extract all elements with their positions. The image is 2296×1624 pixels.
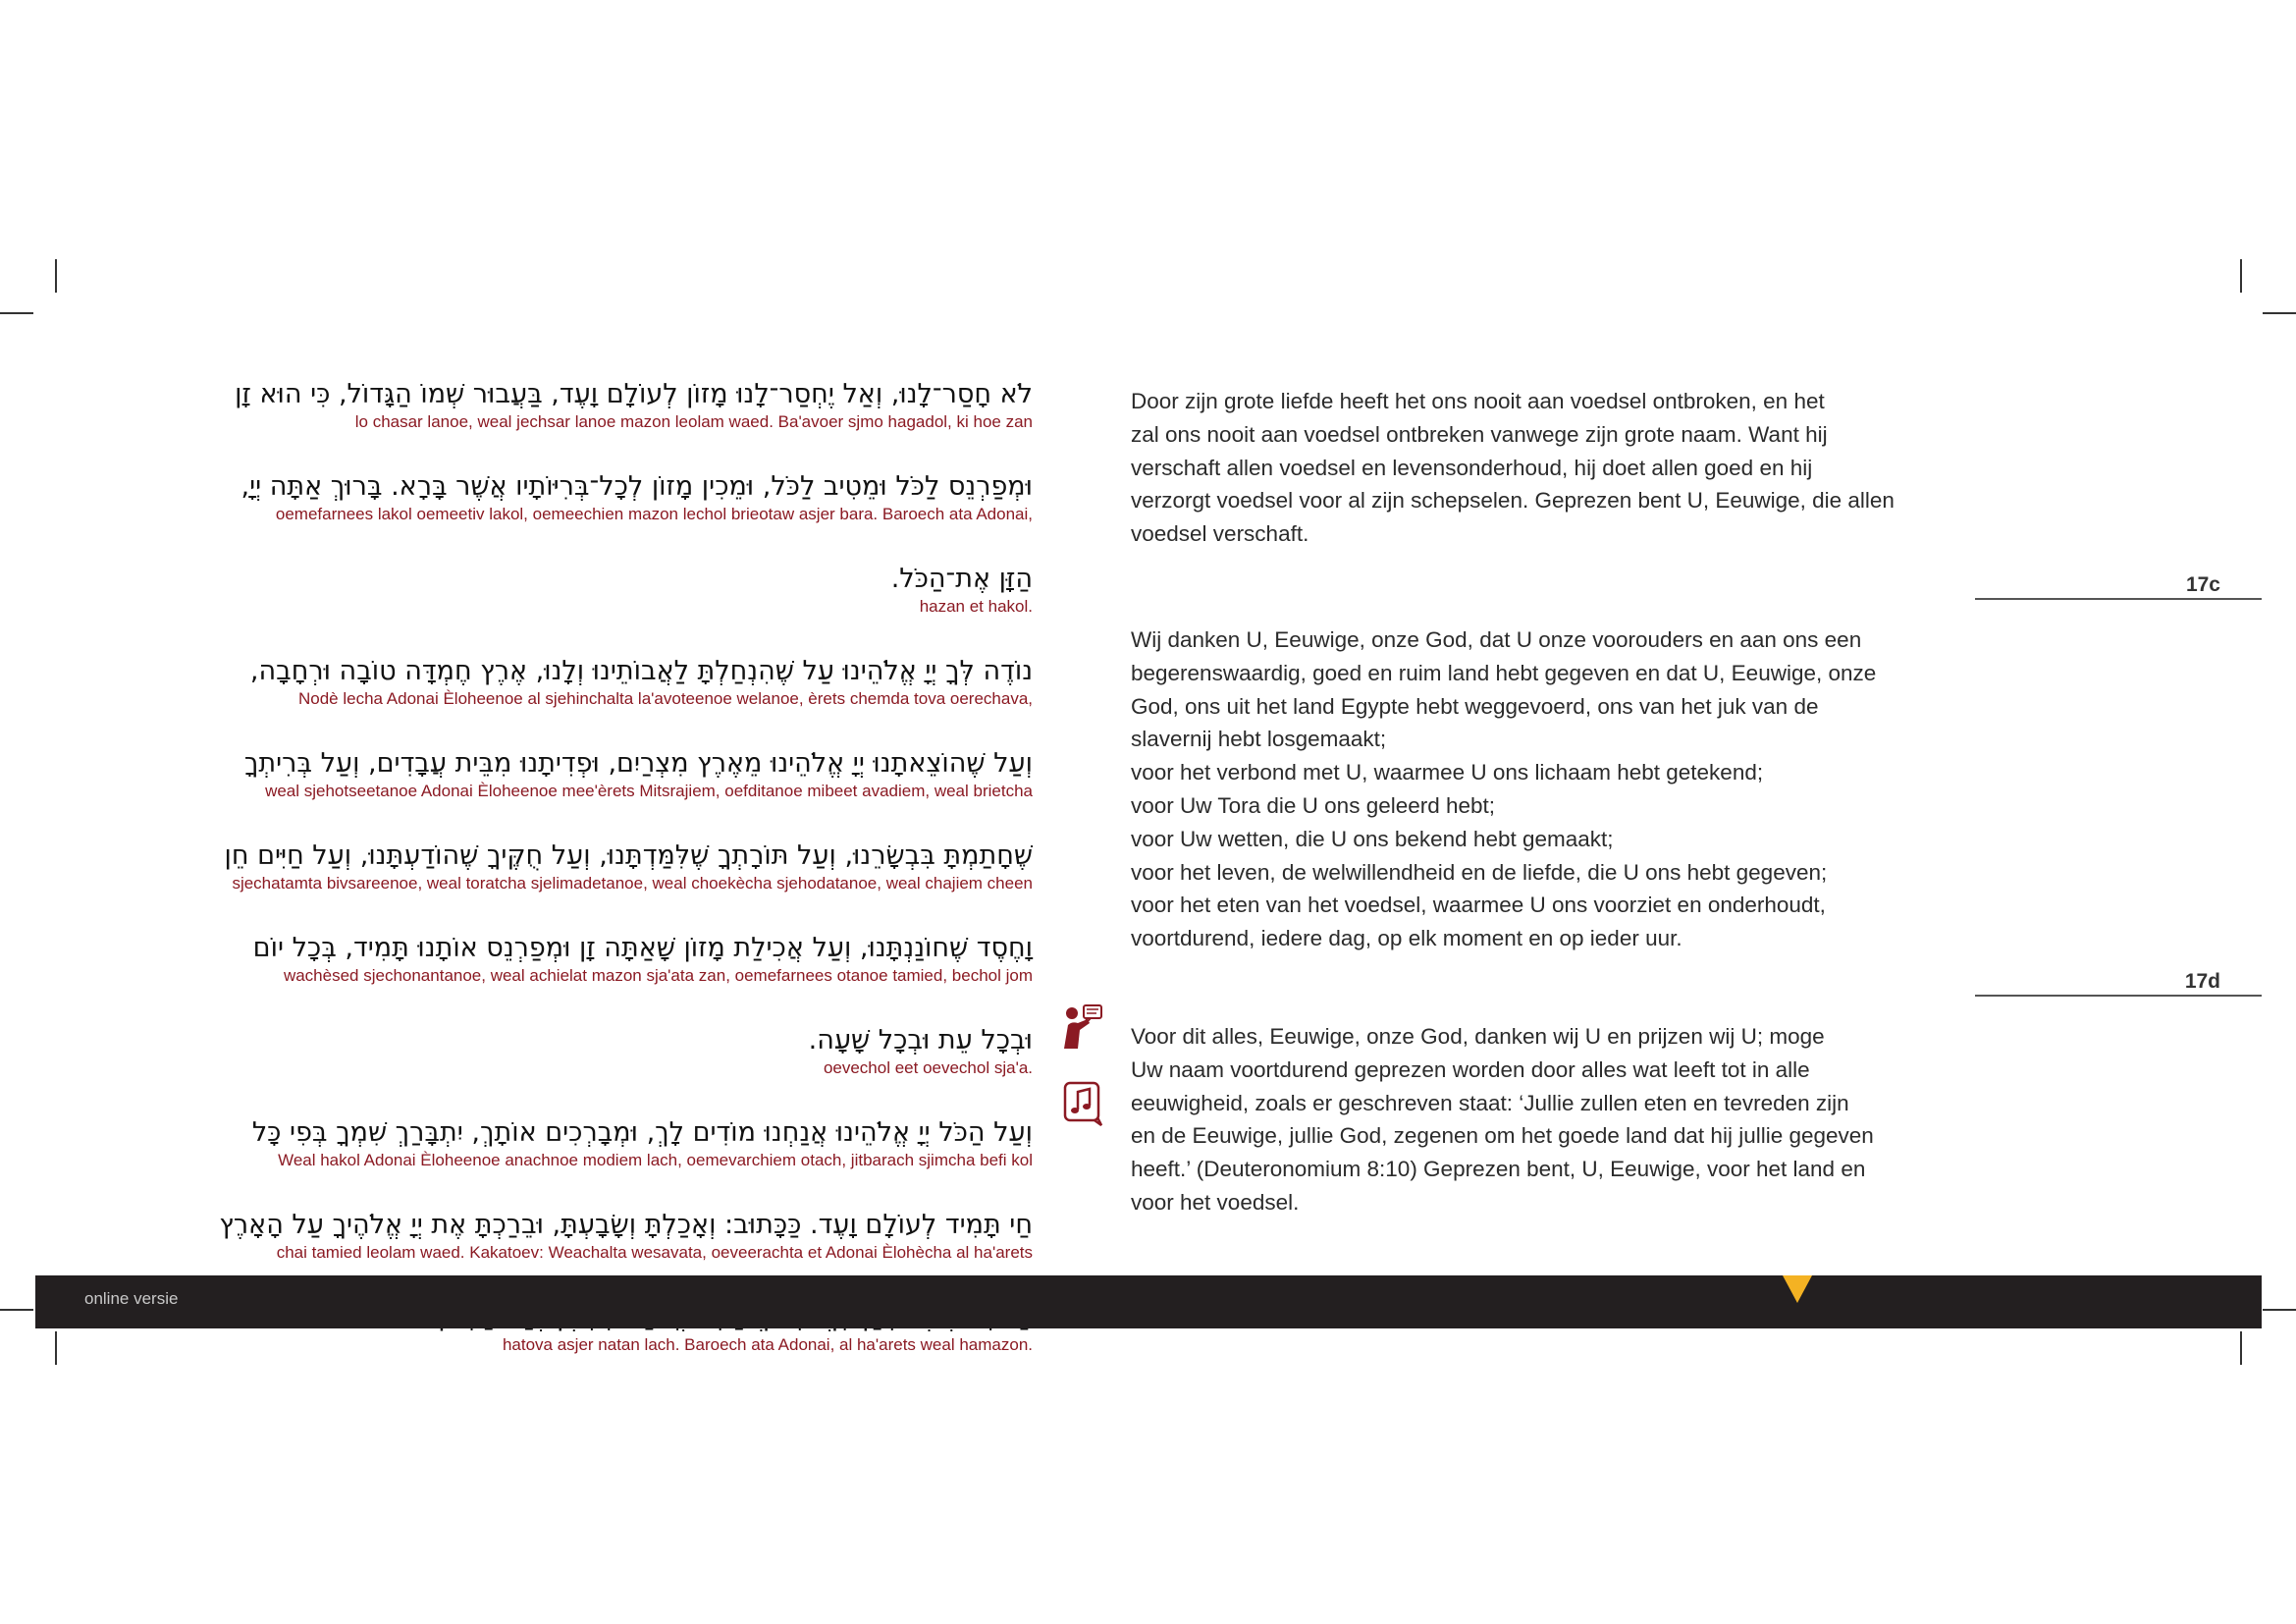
dutch-line: en de Eeuwige, jullie God, zegenen om het goede land dat hij jullie gegeven	[1131, 1123, 1874, 1149]
footer-label: online versie	[84, 1289, 179, 1308]
dutch-line: voor het verbond met U, waarmee U ons lichaam hebt getekend;	[1131, 760, 1764, 785]
transliteration-line: weal sjehotseetanoe Adonai Èloheenoe mee'èrets Mitsrajiem, oefditanoe mibeet avadiem, weal brietcha	[265, 782, 1033, 800]
footer-bar	[35, 1275, 2262, 1328]
dutch-line: voortdurend, iedere dag, op elk moment en op ieder uur.	[1131, 926, 1682, 951]
section-marker-17d: 17d	[1975, 967, 2262, 997]
hebrew-line: וְעַל שֶׁהוֹצֵאתָנוּ יְיָ אֱלֹהֵינוּ מֵאֶרֶץ מִצְרַיִם, וּפְדִיתָנוּ מִבֵּית עֲבָדִים, וְעַל בְּרִיתְךָ	[243, 748, 1033, 779]
crop-mark	[0, 1309, 33, 1311]
dutch-line: verzorgt voedsel voor al zijn schepselen. Geprezen bent U, Eeuwige, die allen	[1131, 488, 1895, 514]
transliteration-line: wachèsed sjechonantanoe, weal achielat mazon sja'ata zan, oemefarnees otanoe tamied, bechol jom	[283, 966, 1033, 985]
crop-mark	[2263, 312, 2296, 314]
hebrew-block	[137, 562, 1033, 617]
transliteration-line: hazan et hakol.	[919, 597, 1033, 616]
transliteration-line: sjechatamta bivsareenoe, weal toratcha sjelimadetanoe, weal choekècha sjehodatanoe, weal chajiem cheen	[232, 874, 1033, 893]
hebrew-block	[137, 377, 1033, 432]
hebrew-line: חַי תָּמִיד לְעוֹלָם וָעֶד. כַּכָּתוּב: וְאָכַלְתָּ וְשָׂבָעְתָּ, וּבֵרַכְתָּ אֶת יְיָ אֱלֹהֶיךָ עַל הָאָרֶץ	[219, 1210, 1033, 1240]
hebrew-line: וְעַל הַכֹּל יְיָ אֱלֹהֵינוּ אֲנַחְנוּ מוֹדִים לָךְ, וּמְבָרְכִים אוֹתָךְ, יִתְבָּרַךְ שִׁמְךָ בְּפִי כָּל	[251, 1117, 1033, 1148]
hebrew-line: וָחֶסֶד שֶׁחוֹנַנְתָּנוּ, וְעַל אֲכִילַת מָזוֹן שָׁאַתָּה זָן וּמְפַרְנֵס אוֹתָנוּ תָּמִיד, בְּכָל יוֹם	[252, 933, 1033, 963]
transliteration-line: oevechol eet oevechol sja'a.	[823, 1058, 1033, 1077]
dutch-paragraph	[1131, 1020, 1874, 1219]
dutch-line: voor het eten van het voedsel, waarmee U ons voorziet en onderhoudt,	[1131, 893, 1826, 918]
dutch-line: verschaft allen voedsel en levensonderhoud, hij doet allen goed en hij	[1131, 455, 1813, 480]
transliteration-line: lo chasar lanoe, weal jechsar lanoe mazon leolam waed. Ba'avoer sjmo hagadol, ki hoe zan	[354, 412, 1033, 431]
dutch-paragraph	[1131, 385, 1895, 551]
dutch-line: slavernij hebt losgemaakt;	[1131, 727, 1387, 752]
dutch-line: voor het voedsel.	[1131, 1189, 1300, 1215]
transliteration-line: Nodè lecha Adonai Èloheenoe al sjehinchalta la'avoteenoe welanoe, èrets chemda tova oerechava,	[298, 689, 1033, 708]
hebrew-line: נוֹדֶה לְּךָ יְיָ אֱלֹהֵינוּ עַל שֶׁהִנְחַלְתָּ לַאֲבוֹתֵינוּ וְלָנוּ, אֶרֶץ חֶמְדָּה טוֹבָה וּרְחָבָה,	[249, 656, 1033, 686]
dutch-line: zal ons nooit aan voedsel ontbreken vanwege zijn grote naam. Want hij	[1131, 421, 1828, 447]
dutch-line: Wij danken U, Eeuwige, onze God, dat U onze voorouders en aan ons een	[1131, 627, 1862, 652]
dutch-line: voor Uw wetten, die U ons bekend hebt gemaakt;	[1131, 826, 1614, 851]
music-note-icon	[1062, 1080, 1105, 1127]
reader-speech-icon	[1060, 1003, 1103, 1051]
transliteration-line: hatova asjer natan lach. Baroech ata Adonai, al ha'arets weal hamazon.	[502, 1335, 1033, 1354]
dutch-line: voor Uw Tora die U ons geleerd hebt;	[1131, 792, 1496, 818]
dutch-line: voedsel verschaft.	[1131, 521, 1309, 547]
crop-mark	[55, 259, 57, 293]
hebrew-block	[137, 746, 1033, 801]
dutch-line: heeft.’ (Deuteronomium 8:10) Geprezen bent, U, Eeuwige, voor het land en	[1131, 1157, 1866, 1182]
section-marker-17c: 17c	[1975, 570, 2262, 600]
dutch-line: eeuwigheid, zoals er geschreven staat: ‘Jullie zullen eten en tevreden zijn	[1131, 1090, 1849, 1115]
hebrew-block	[137, 1023, 1033, 1078]
hebrew-block	[137, 839, 1033, 893]
hebrew-block	[137, 931, 1033, 986]
hebrew-column	[137, 377, 1033, 1355]
hebrew-block	[137, 1208, 1033, 1263]
transliteration-line: chai tamied leolam waed. Kakatoev: Weachalta wesavata, oeveerachta et Adonai Èlohècha al ha'arets	[276, 1243, 1033, 1262]
hebrew-block	[137, 469, 1033, 524]
dutch-line: Voor dit alles, Eeuwige, onze God, danken wij U en prijzen wij U; moge	[1131, 1024, 1825, 1049]
dutch-line: Uw naam voortdurend geprezen worden door alles wat leeft tot in alle	[1131, 1056, 1810, 1082]
crop-mark	[55, 1331, 57, 1365]
transliteration-line: Weal hakol Adonai Èloheenoe anachnoe modiem lach, oemevarchiem otach, jitbarach sjimcha befi kol	[278, 1151, 1033, 1169]
dutch-line: God, ons uit het land Egypte hebt weggevoerd, ons van het juk van de	[1131, 693, 1819, 719]
hebrew-line: וּמְפַרְנֵס לַכֹּל וּמֵטִיב לַכֹּל, וּמֵכִין מָזוֹן לְכָל־בְּרִיּוֹתָיו אֲשֶׁר בָּרָא. בָּרוּךְ אַתָּה יְיָ,	[240, 471, 1033, 502]
dutch-line: Door zijn grote liefde heeft het ons nooit aan voedsel ontbroken, en het	[1131, 389, 1825, 413]
crop-mark	[2240, 259, 2242, 293]
hebrew-line: שֶׁחָתַמְתָּ בִּבְשָׂרֵנוּ, וְעַל תּוֹרָתְךָ שֶׁלִּמַּדְתָּנוּ, וְעַל חֻקֶּיךָ שֶׁהוֹדַעְתָּנוּ, וְעַל חַיִּים חֵן	[224, 840, 1033, 871]
hebrew-line: לֹא חָסַר־לָנוּ, וְאַל יֶחְסַר־לָנוּ מָזוֹן לְעוֹלָם וָעֶד, בַּעֲבוּר שְׁמוֹ הַגָּדוֹל, כִּי הוּא זָן	[235, 379, 1033, 409]
dutch-line: begerenswaardig, goed en ruim land hebt gegeven en dat U, Eeuwige, onze	[1131, 660, 1877, 685]
dutch-paragraph	[1131, 623, 1876, 955]
hebrew-line: וּבְכָל עֵת וּבְכָל שָׁעָה.	[808, 1025, 1033, 1056]
crop-mark	[0, 312, 33, 314]
page-marker-triangle-icon	[1783, 1275, 1812, 1303]
crop-mark	[2240, 1331, 2242, 1365]
hebrew-block	[137, 654, 1033, 709]
crop-mark	[2263, 1309, 2296, 1311]
hebrew-line: הַזָּן אֶת־הַכֹּל.	[890, 564, 1033, 594]
transliteration-line: oemefarnees lakol oemeetiv lakol, oemeechien mazon lechol brieotaw asjer bara. Baroech ata Adonai,	[275, 505, 1033, 523]
hebrew-block	[137, 1115, 1033, 1170]
dutch-line: voor het leven, de welwillendheid en de liefde, die U ons hebt gegeven;	[1131, 859, 1828, 885]
